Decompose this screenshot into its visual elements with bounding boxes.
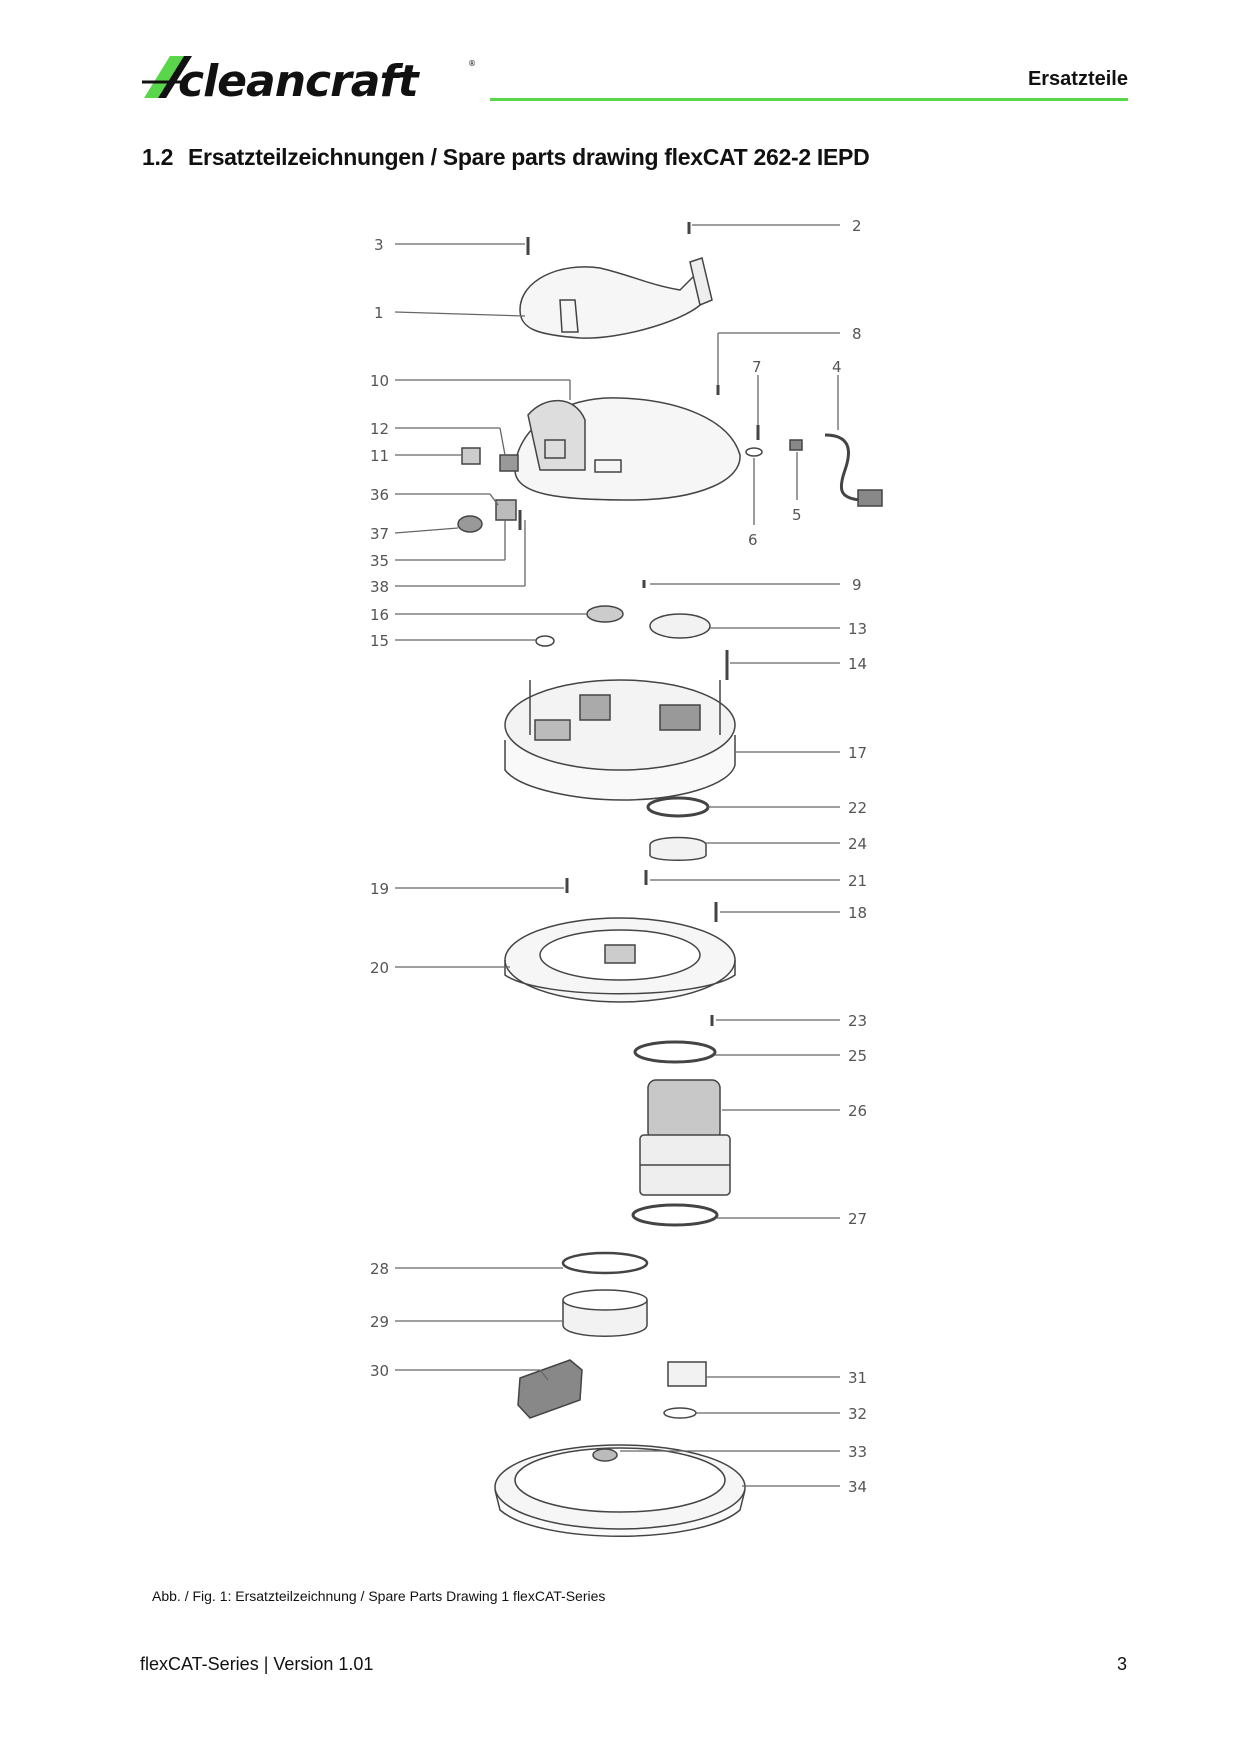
part-label: 8 xyxy=(852,325,862,343)
part-label: 31 xyxy=(848,1369,868,1387)
part-label: 1 xyxy=(374,304,384,322)
header-title: Ersatzteile xyxy=(1027,68,1128,90)
part-switches xyxy=(458,448,518,532)
part-label: 33 xyxy=(848,1443,868,1461)
part-label: 14 xyxy=(848,655,868,673)
figure-caption: Abb. / Fig. 1: Ersatzteilzeichnung / Spare Parts Drawing 1 flexCAT-Series xyxy=(152,1588,606,1604)
part-electronics-housing xyxy=(505,680,735,800)
part-label: 11 xyxy=(370,447,390,465)
part-label: 2 xyxy=(852,217,862,235)
part-label: 15 xyxy=(370,632,390,650)
part-label: 37 xyxy=(370,525,390,543)
part-label: 22 xyxy=(848,799,868,817)
part-base xyxy=(495,1445,745,1536)
part-label: 25 xyxy=(848,1047,868,1065)
footer-version: flexCAT-Series | Version 1.01 xyxy=(140,1654,374,1674)
part-filters xyxy=(563,1253,647,1336)
part-label: 24 xyxy=(848,835,868,853)
part-label: 20 xyxy=(370,959,390,977)
part-label: 12 xyxy=(370,420,390,438)
part-label: 27 xyxy=(848,1210,868,1228)
part-label: 7 xyxy=(752,358,762,376)
part-label: 18 xyxy=(848,904,868,922)
logo-wordmark: cleancraft xyxy=(178,56,418,107)
part-label: 3 xyxy=(374,236,384,254)
part-label: 30 xyxy=(370,1362,390,1380)
part-label: 29 xyxy=(370,1313,390,1331)
part-label: 19 xyxy=(370,880,390,898)
part-label: 32 xyxy=(848,1405,868,1423)
part-handle-cover xyxy=(520,258,712,338)
part-label: 38 xyxy=(370,578,390,596)
part-lid-ring xyxy=(505,918,735,1002)
part-label: 10 xyxy=(370,372,390,390)
part-label: 26 xyxy=(848,1102,868,1120)
part-caps xyxy=(536,606,710,646)
part-label: 23 xyxy=(848,1012,868,1030)
part-label: 16 xyxy=(370,606,390,624)
section-title: Ersatzteilzeichnungen / Spare parts drawing flexCAT 262-2 IEPD xyxy=(188,144,870,170)
part-label: 35 xyxy=(370,552,390,570)
page-number: 3 xyxy=(1116,1654,1127,1674)
part-label: 13 xyxy=(848,620,868,638)
screws xyxy=(520,222,758,1026)
part-motor-head xyxy=(515,398,740,500)
part-motor xyxy=(640,1080,730,1195)
section-number: 1.2 xyxy=(142,144,174,170)
part-label: 28 xyxy=(370,1260,390,1278)
part-label: 5 xyxy=(792,506,802,524)
svg-text:®: ® xyxy=(468,59,476,68)
part-power-cable xyxy=(790,435,882,506)
part-label: 6 xyxy=(748,531,758,549)
part-label: 9 xyxy=(852,576,862,594)
part-label: 17 xyxy=(848,744,868,762)
part-label: 34 xyxy=(848,1478,868,1496)
part-label: 4 xyxy=(832,358,842,376)
part-label: 21 xyxy=(848,872,868,890)
part-label: 36 xyxy=(370,486,390,504)
